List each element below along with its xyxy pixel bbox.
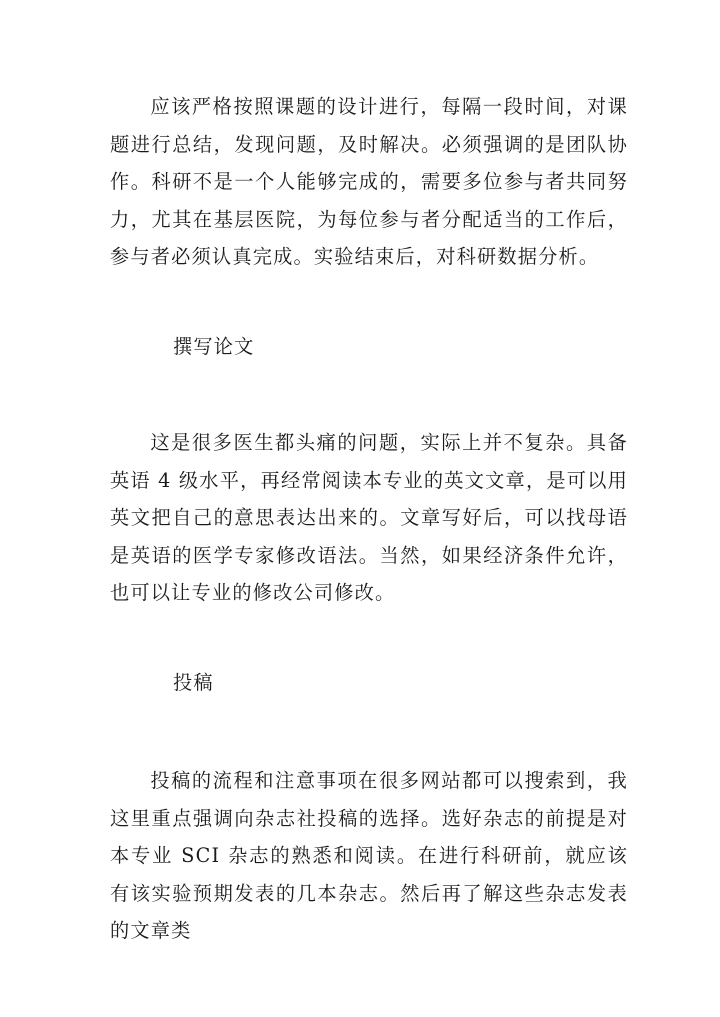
section-heading-submission: 投稿 xyxy=(173,671,214,694)
body-paragraph-submission: 投稿的流程和注意事项在很多网站都可以搜索到，我这里重点强调向杂志社投稿的选择。选好杂志的前提是对本专业 SCI 杂志的熟悉和阅读。在进行科研前，就应该有该实验预期发表的几本杂志。然后再了解这些杂志发表的文章类 xyxy=(110,769,628,942)
section-heading-writing-paper: 撰写论文 xyxy=(173,335,255,358)
body-paragraph-writing-paper: 这是很多医生都头痛的问题，实际上并不复杂。具备英语 4 级水平，再经常阅读本专业的英文文章，是可以用英文把自己的意思表达出来的。文章写好后，可以找母语是英语的医学专家修改语法。当然，如果经济条件允许，也可以让专业的修改公司修改。 xyxy=(110,431,628,604)
body-paragraph-research-process: 应该严格按照课题的设计进行，每隔一段时间，对课题进行总结，发现问题，及时解决。必须强调的是团队协作。科研不是一个人能够完成的，需要多位参与者共同努力，尤其在基层医院，为每位参与者分配适当的工作后，参与者必须认真完成。实验结束后，对科研数据分析。 xyxy=(110,95,628,268)
